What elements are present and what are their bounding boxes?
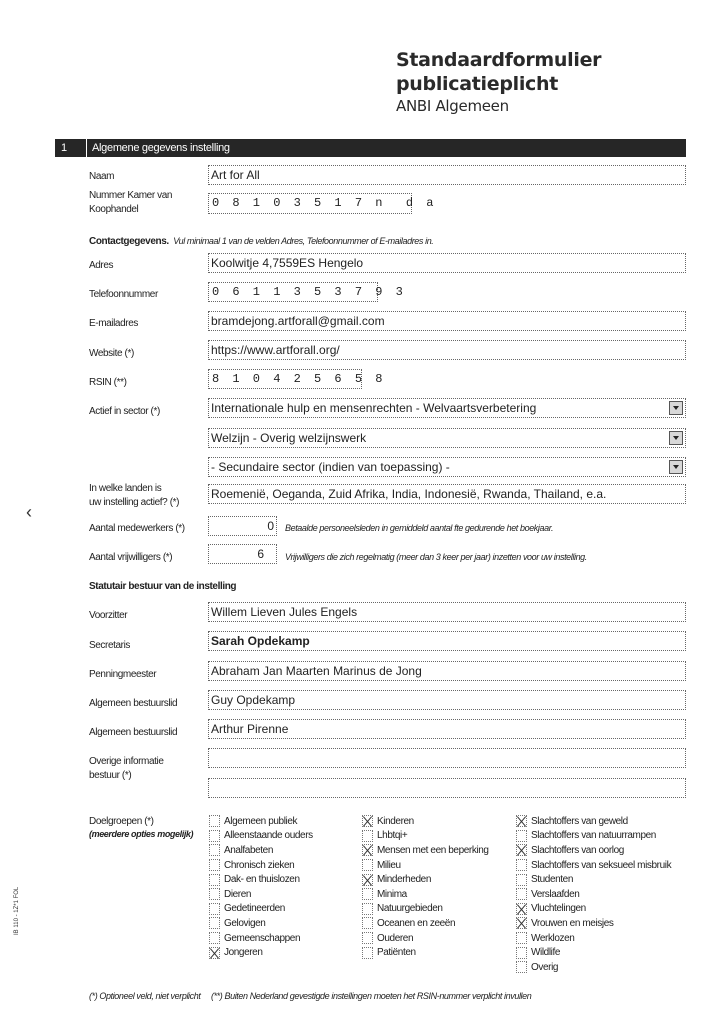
checkbox-label: Natuurgebieden [377,903,443,915]
checkbox-kinderen[interactable] [362,814,489,829]
email-input[interactable]: bramdejong.artforall@gmail.com [208,311,686,331]
checkbox-analfabeten[interactable] [209,843,313,858]
footnote-rsin: (**) Buiten Nederland gevestigde instellingen moeten het RSIN-nummer verplicht invullen [210,991,532,1001]
checkbox-label: Mensen met een beperking [377,844,489,856]
form-subtitle: ANBI Algemeen [396,97,509,115]
form-code: IB 110 - 1Z*1 FOL [14,886,20,935]
footnote-optional: (*) Optioneel veld, niet verplicht [89,991,201,1001]
checkbox-label: Slachtoffers van oorlog [531,844,624,856]
checkbox-icon[interactable] [209,830,220,842]
checkbox-gelovigen[interactable] [209,916,313,931]
overig-bestuur-label-line2: bestuur (*) [89,770,132,781]
checkbox-icon[interactable] [362,888,373,900]
checkbox-slachtoffers-geweld[interactable] [516,814,671,829]
checkbox-patienten[interactable] [362,945,489,960]
naam-label: Naam [89,171,115,182]
checkbox-vluchtelingen[interactable] [516,902,671,917]
bestuurslid-2-input[interactable]: Arthur Pirenne [208,719,686,739]
landen-label-line1: In welke landen is [89,483,162,494]
checkbox-label: Alleenstaande ouders [224,830,313,842]
sector-select-1[interactable] [208,398,686,418]
medewerkers-input[interactable]: 0 [208,516,277,536]
adres-input[interactable]: Koolwitje 4,7559ES Hengelo [208,253,686,273]
checkbox-studenten[interactable] [516,872,671,887]
checkbox-icon[interactable] [362,947,373,959]
checkbox-icon[interactable] [516,859,527,871]
kvk-label-line1: Nummer Kamer van [89,190,173,201]
checkbox-icon[interactable] [516,888,527,900]
checkbox-chronisch-zieken[interactable] [209,858,313,873]
checkbox-label: Minima [377,888,407,900]
bestuurslid-2-label: Algemeen bestuurslid [89,727,178,738]
vrijwilligers-hint: Vrijwilligers die zich regelmatig (meer dan 3 keer per jaar) inzetten voor uw instelling. [285,552,587,562]
penningmeester-label: Penningmeester [89,669,157,680]
landen-label [89,482,179,510]
checkbox-label: Vluchtelingen [531,903,586,915]
checkbox-label: Overig [531,961,559,973]
checkbox-oceanen-en-zeeen[interactable] [362,916,489,931]
sector-select-3-value: - Secundaire sector (indien van toepassing) - [211,460,450,474]
checkbox-natuurgebieden[interactable] [362,902,489,917]
form-title [396,48,601,96]
checkbox-label: Gemeenschappen [224,932,301,944]
checkbox-icon[interactable] [516,961,527,973]
checkbox-milieu[interactable] [362,858,489,873]
checkbox-gedetineerden[interactable] [209,902,313,917]
checkbox-slachtoffers-oorlog[interactable] [516,843,671,858]
checkbox-label: Verslaafden [531,888,580,900]
vrijwilligers-input[interactable]: 6 [208,544,277,564]
form-title-line2: publicatieplicht [396,73,559,95]
sector-label: Actief in sector (*) [89,406,160,417]
doelgroepen-col-1 [209,814,313,960]
checked-x-icon[interactable] [362,874,373,886]
telefoon-label: Telefoonnummer [89,289,158,300]
checkbox-icon[interactable] [209,903,220,915]
checked-x-icon[interactable] [209,947,220,959]
overig-bestuur-input-1[interactable] [208,748,686,768]
checkbox-icon[interactable] [516,947,527,959]
kvk-label-line2: Koophandel [89,204,139,215]
checkbox-werklozen[interactable] [516,931,671,946]
contact-heading-row [89,231,433,249]
contact-hint: Vul minimaal 1 van de velden Adres, Telefoonnummer of E-mailadres in. [173,236,434,246]
checkbox-icon[interactable] [209,815,220,827]
rsin-label: RSIN (**) [89,377,127,388]
medewerkers-label: Aantal medewerkers (*) [89,523,185,534]
checkbox-label: Vrouwen en meisjes [531,917,614,929]
checkbox-minderheden[interactable] [362,872,489,887]
checkbox-label: Wildlife [531,947,561,959]
medewerkers-hint: Betaalde personeelsleden in gemiddeld aantal fte gedurende het boekjaar. [285,523,554,533]
checkbox-jongeren[interactable] [209,945,313,960]
checkbox-label: Dak- en thuislozen [224,874,300,886]
checkbox-label: Studenten [531,874,573,886]
penningmeester-input[interactable]: Abraham Jan Maarten Marinus de Jong [208,661,686,681]
checkbox-label: Dieren [224,888,252,900]
checkbox-label: Minderheden [377,874,431,886]
footnotes [89,991,531,1001]
website-label: Website (*) [89,348,134,359]
checkbox-label: Milieu [377,859,401,871]
checkbox-icon[interactable] [516,874,527,886]
checkbox-icon[interactable] [209,917,220,929]
checkbox-wildlife[interactable] [516,945,671,960]
bestuurslid-1-label: Algemeen bestuurslid [89,698,178,709]
checkbox-icon[interactable] [516,830,527,842]
landen-label-line2: uw instelling actief? (*) [89,497,180,508]
checkbox-label: Analfabeten [224,844,273,856]
checkbox-label: Ouderen [377,932,414,944]
checkbox-lhbtqi[interactable] [362,829,489,844]
checkbox-slachtoffers-seksueel-misbruik[interactable] [516,858,671,873]
rsin-input[interactable]: 8 1 0 4 2 5 6 5 8 [208,369,362,389]
checkbox-icon[interactable] [209,859,220,871]
landen-input[interactable]: Roemenië, Oeganda, Zuid Afrika, India, Indonesië, Rwanda, Thailand, e.a. [208,484,686,504]
checked-x-icon[interactable] [362,815,373,827]
checked-x-icon[interactable] [516,917,527,929]
checkbox-gemeenschappen[interactable] [209,931,313,946]
checked-x-icon[interactable] [516,844,527,856]
adres-label: Adres [89,260,114,271]
section-number: 1 [55,139,87,157]
checkbox-label: Slachtoffers van geweld [531,815,628,827]
checkbox-icon[interactable] [209,888,220,900]
checkbox-icon[interactable] [362,830,373,842]
sector-select-2-value: Welzijn - Overig welzijnswerk [211,431,367,445]
checkbox-label: Werklozen [531,932,575,944]
telefoon-input[interactable]: 0 6 1 1 3 5 3 7 9 3 [208,282,378,302]
checkbox-dak-en-thuislozen[interactable] [209,872,313,887]
checkbox-mensen-met-een-beperking[interactable] [362,843,489,858]
checkbox-label: Algemeen publiek [224,815,298,827]
secretaris-label: Secretaris [89,640,131,651]
contact-heading: Contactgegevens. [89,236,169,247]
voorzitter-label: Voorzitter [89,610,128,621]
vrijwilligers-label: Aantal vrijwilligers (*) [89,552,173,563]
checkbox-overig[interactable] [516,960,671,975]
voorzitter-input[interactable]: Willem Lieven Jules Engels [208,602,686,622]
checkbox-icon[interactable] [362,917,373,929]
website-input[interactable]: https://www.artforall.org/ [208,340,686,360]
sector-select-2[interactable] [208,428,686,448]
checkbox-label: Jongeren [224,947,263,959]
checkbox-label: Slachtoffers van seksueel misbruik [531,859,672,871]
sector-select-1-value: Internationale hulp en mensenrechten - Welvaartsverbetering [211,401,537,415]
checkbox-icon[interactable] [362,932,373,944]
checkbox-slachtoffers-natuurrampen[interactable] [516,829,671,844]
checked-x-icon[interactable] [516,815,527,827]
checked-x-icon[interactable] [362,844,373,856]
bestuur-heading: Statutair bestuur van de instelling [89,581,237,592]
checkbox-label: Slachtoffers van natuurrampen [531,830,656,842]
overig-bestuur-input-2[interactable] [208,778,686,798]
chevron-down-icon[interactable] [669,460,683,474]
checkbox-icon[interactable] [209,932,220,944]
overig-bestuur-label-line1: Overige informatie [89,756,164,767]
section-title: Algemene gegevens instelling [92,142,230,154]
naam-input[interactable]: Art for All [208,165,686,185]
doelgroepen-col-3 [516,814,671,975]
kvk-input[interactable]: 0 8 1 0 3 5 1 7 n d a [208,193,412,214]
doelgroepen-label: Doelgroepen (*) [89,816,154,827]
checkbox-alleenstaande-ouders[interactable] [209,829,313,844]
chevron-left-icon[interactable]: ‹ [26,502,32,522]
checkbox-verslaafden[interactable] [516,887,671,902]
checked-x-icon[interactable] [516,903,527,915]
doelgroepen-hint: (meerdere opties mogelijk) [89,829,194,839]
secretaris-input[interactable]: Sarah Opdekamp [208,631,686,651]
overig-bestuur-label [89,755,164,783]
email-label: E-mailadres [89,318,138,329]
form-title-line1: Standaardformulier [396,49,602,71]
chevron-down-icon[interactable] [669,401,683,415]
sector-select-3[interactable] [208,457,686,477]
chevron-down-icon[interactable] [669,431,683,445]
checkbox-label: Kinderen [377,815,414,827]
checkbox-algemeen-publiek[interactable] [209,814,313,829]
checkbox-label: Patiënten [377,947,416,959]
checkbox-label: Gedetineerden [224,903,285,915]
checkbox-icon[interactable] [209,874,220,886]
checkbox-icon[interactable] [516,932,527,944]
checkbox-ouderen[interactable] [362,931,489,946]
checkbox-vrouwen-en-meisjes[interactable] [516,916,671,931]
checkbox-dieren[interactable] [209,887,313,902]
checkbox-icon[interactable] [209,844,220,856]
checkbox-label: Oceanen en zeeën [377,917,456,929]
section-header [55,139,686,157]
checkbox-label: Gelovigen [224,917,266,929]
checkbox-icon[interactable] [362,859,373,871]
checkbox-minima[interactable] [362,887,489,902]
checkbox-icon[interactable] [362,903,373,915]
kvk-label [89,189,172,217]
checkbox-label: Lhbtqi+ [377,830,408,842]
bestuurslid-1-input[interactable]: Guy Opdekamp [208,690,686,710]
doelgroepen-col-2 [362,814,489,960]
checkbox-label: Chronisch zieken [224,859,295,871]
